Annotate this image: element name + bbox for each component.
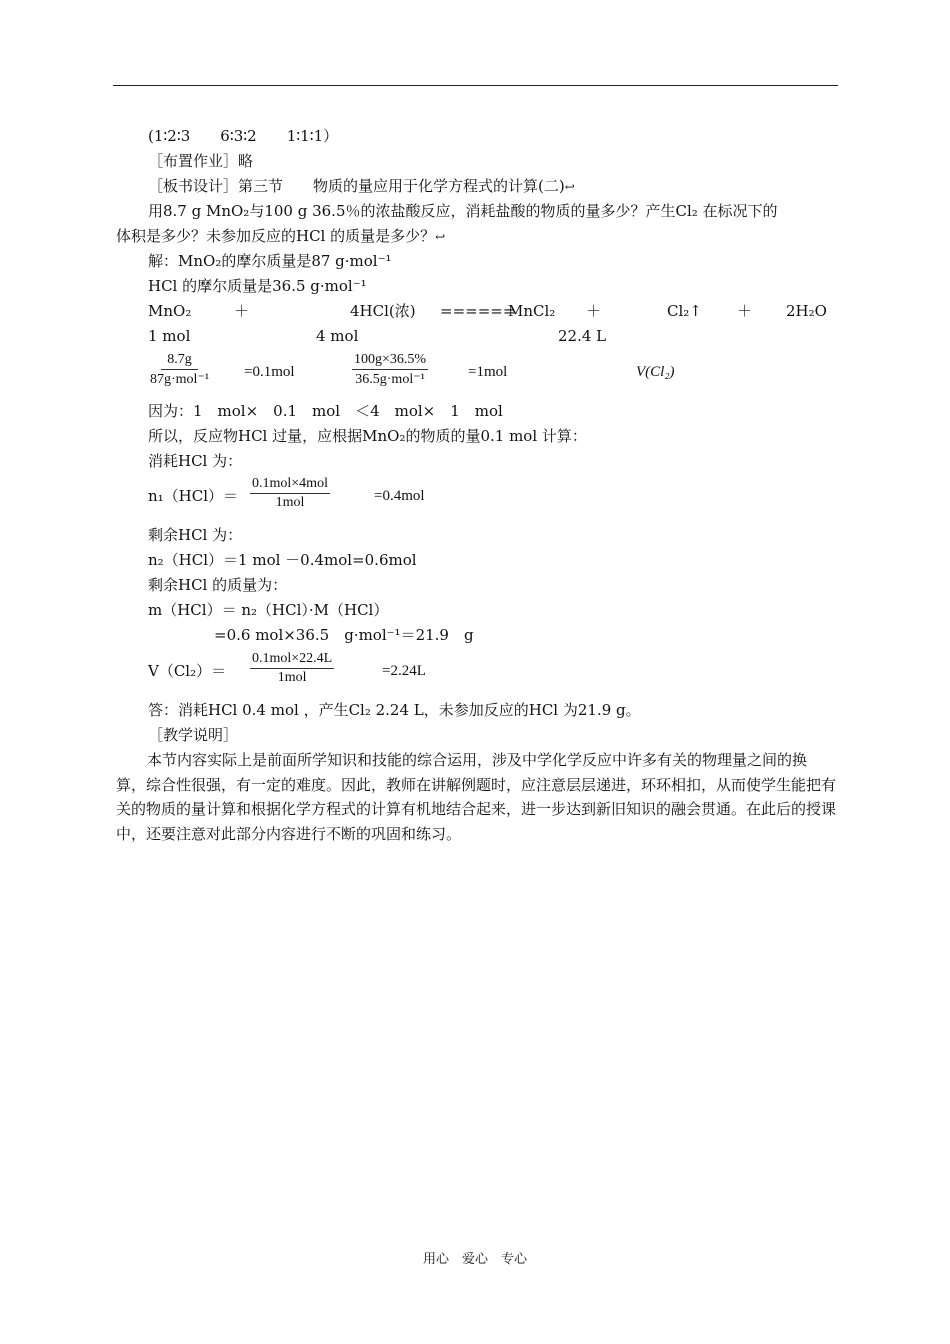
return-arrow-icon: ↩ bbox=[564, 180, 575, 194]
frac-mno2-moles bbox=[150, 352, 209, 388]
ratio-hcl: 4 mol bbox=[316, 327, 359, 345]
ratio-mno2: 1 mol bbox=[148, 327, 191, 345]
eq-h2o: 2H₂O bbox=[786, 302, 827, 320]
eq-plus-2: ＋ bbox=[586, 302, 602, 320]
frac-hcl-result: =1mol bbox=[468, 364, 508, 380]
problem-line-2-text: 体积是多少？未参加反应的HCl 的质量是多少？ bbox=[116, 227, 436, 245]
n2-line: n₂（HCl）＝1 mol －0.4mol=0.6mol bbox=[148, 551, 417, 569]
therefore-line: 所以，反应物HCl 过量，应根据MnO₂的物质的量0.1 mol 计算： bbox=[148, 427, 587, 445]
v-lhs: V（Cl₂）＝ bbox=[148, 662, 227, 680]
eq-plus-3: ＋ bbox=[737, 302, 753, 320]
frac-hcl-num: 100g×36.5% bbox=[352, 352, 428, 370]
v-cl2-label: V(Cl₂) bbox=[636, 364, 675, 380]
frac-hcl-den: 36.5g·mol⁻¹ bbox=[355, 372, 425, 387]
mass-formula: m（HCl）＝ n₂（HCl）·M（HCl） bbox=[148, 601, 389, 619]
v-result: =2.24L bbox=[382, 663, 426, 679]
eq-hcl: 4HCl(浓) bbox=[350, 302, 416, 320]
mno2-molar-mass: 解：MnO₂的摩尔质量是87 g·mol⁻¹ bbox=[148, 252, 392, 270]
answer-line: 答：消耗HCl 0.4 mol ，产生Cl₂ 2.24 L，未参加反应的HCl 为21.9 g。 bbox=[148, 701, 641, 719]
frac-v bbox=[250, 651, 334, 686]
frac-n1 bbox=[250, 476, 330, 511]
n1-result: =0.4mol bbox=[374, 488, 425, 504]
mass-label: 剩余HCl 的质量为： bbox=[148, 576, 288, 594]
problem-line-1: 用8.7 g MnO₂与100 g 36.5％的浓盐酸反应，消耗盐酸的物质的量多少？产生Cl₂ 在标况下的 bbox=[148, 202, 778, 220]
teaching-note-heading: ［教学说明］ bbox=[148, 726, 239, 744]
eq-plus-1: ＋ bbox=[234, 302, 250, 320]
n1-lhs: n₁（HCl）＝ bbox=[148, 487, 239, 505]
frac-mno2-den: 87g·mol⁻¹ bbox=[150, 372, 210, 387]
return-arrow-icon: ↩ bbox=[435, 230, 446, 244]
teaching-note-paragraph: 本节内容实际上是前面所学知识和技能的综合运用，涉及中学化学反应中许多有关的物理量之间的换算，综合性很强，有一定的难度。因此，教师在讲解例题时，应注意层层递进，环环相扣，从而使学生能把有关的物质的量计算和根据化学方程式的计算有机地结合起来，进一步达到新旧知识的融会贯通。在此后的授课中，还要注意对此部分内容进行不断的巩固和练习。 bbox=[116, 751, 837, 843]
board-design-line bbox=[148, 176, 575, 197]
hcl-molar-mass: HCl 的摩尔质量是36.5 g·mol⁻¹ bbox=[148, 277, 367, 295]
frac-mno2-num: 8.7g bbox=[161, 352, 198, 370]
ratio-answers: (1∶2∶3 6∶3∶2 1∶1∶1） bbox=[148, 127, 339, 145]
frac-mno2-result: =0.1mol bbox=[244, 364, 295, 380]
eq-mncl2: MnCl₂ bbox=[508, 302, 556, 320]
page-footer: 用心 爱心 专心 bbox=[422, 1252, 527, 1267]
frac-hcl-moles bbox=[352, 352, 428, 388]
eq-arrow: ====== bbox=[440, 302, 516, 320]
eq-mno2: MnO₂ bbox=[148, 302, 192, 320]
because-line: 因为：1 mol× 0.1 mol ＜4 mol× 1 mol bbox=[148, 402, 503, 420]
consumed-label: 消耗HCl 为： bbox=[148, 452, 243, 470]
frac-n1-den: 1mol bbox=[275, 495, 305, 510]
frac-v-den: 1mol bbox=[277, 670, 307, 685]
frac-n1-num: 0.1mol×4mol bbox=[250, 476, 330, 494]
mass-calculation: =0.6 mol×36.5 g·mol⁻¹＝21.9 g bbox=[214, 626, 474, 644]
homework-line: ［布置作业］略 bbox=[148, 152, 254, 170]
eq-cl2: Cl₂↑ bbox=[667, 302, 702, 320]
remain-label: 剩余HCl 为： bbox=[148, 526, 243, 544]
ratio-cl2: 22.4 L bbox=[558, 327, 607, 345]
problem-line-2 bbox=[116, 226, 445, 247]
frac-v-num: 0.1mol×22.4L bbox=[250, 651, 334, 669]
board-design-text: ［板书设计］第三节 物质的量应用于化学方程式的计算(二) bbox=[148, 177, 565, 195]
header-rule bbox=[113, 85, 838, 86]
